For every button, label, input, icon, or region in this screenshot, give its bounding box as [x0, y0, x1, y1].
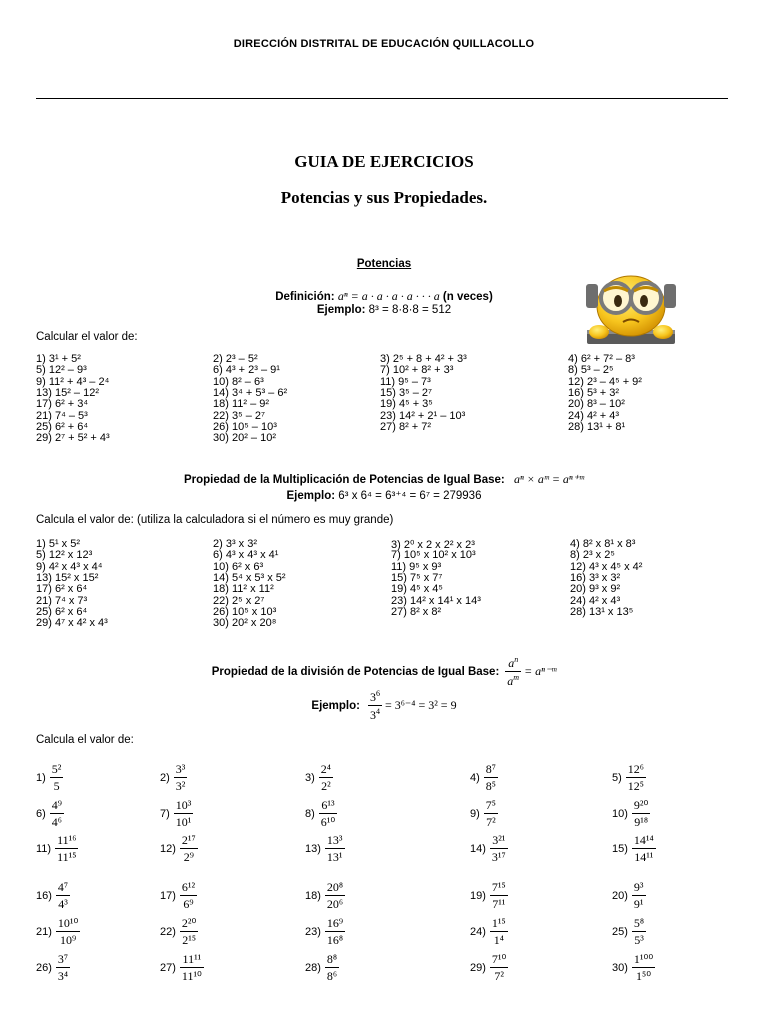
fraction-numerator: 2²⁰ — [181, 916, 197, 930]
exercise-number: 2) — [160, 771, 170, 784]
exercise-fraction — [632, 953, 655, 982]
fraction-denominator: 6¹⁰ — [320, 815, 336, 829]
prompt-div: Calcula el valor de: — [36, 734, 134, 746]
exercise-fraction — [325, 881, 345, 910]
exercise-item: 4) 8² x 8¹ x 8³ — [570, 538, 636, 550]
fraction-numerator: 13³ — [326, 833, 343, 847]
exercise-number: 29) — [470, 961, 486, 974]
fraction-numerator: 7¹⁰ — [491, 952, 507, 966]
exercise-item: 25) 6² + 6⁴ — [36, 420, 89, 433]
fraction-denominator: 8⁵ — [485, 779, 496, 793]
exercise-number: 11) — [36, 842, 52, 855]
fraction-exercise — [612, 763, 646, 792]
exercise-fraction — [325, 953, 339, 982]
fraction-numerator: 14¹⁴ — [633, 833, 654, 847]
exercise-fraction — [50, 763, 64, 792]
exercise-item: 27) 8² + 7² — [380, 420, 432, 433]
fraction-exercise — [470, 763, 498, 792]
exercise-item: 9) 11² + 4³ – 2⁴ — [36, 375, 110, 388]
fraction-denominator: 9¹⁸ — [634, 815, 648, 829]
exercise-number: 10) — [612, 807, 628, 820]
exercise-fraction — [325, 917, 345, 946]
fraction-exercise — [470, 881, 508, 910]
definition-formula: aⁿ = a · a · a · a · · · a — [337, 289, 440, 303]
exercise-fraction — [56, 953, 70, 982]
fraction-denominator: 3⁴ — [57, 969, 69, 983]
fraction-exercise — [305, 834, 345, 863]
exercise-item: 8) 5³ – 2⁵ — [568, 364, 614, 377]
exercise-item: 1) 5¹ x 5² — [36, 538, 81, 550]
exercise-number: 28) — [305, 961, 321, 974]
exercise-item: 29) 4⁷ x 4² x 4³ — [36, 617, 108, 630]
fraction-exercise — [612, 917, 646, 946]
exercise-fraction — [632, 881, 646, 910]
exercise-item: 14) 3⁴ + 5³ – 6² — [213, 386, 288, 399]
fraction-numerator: 10¹⁰ — [57, 916, 79, 930]
fraction-denominator: 1⁴ — [493, 933, 504, 947]
fraction-denominator: 20⁶ — [326, 897, 344, 911]
fraction-numerator: 11¹⁶ — [57, 833, 77, 847]
exercise-item: 7) 10⁵ x 10² x 10³ — [391, 549, 476, 562]
exercise-item: 17) 6² x 6⁴ — [36, 583, 88, 596]
exercise-item: 27) 8² x 8² — [391, 605, 442, 618]
exercise-fraction — [180, 834, 198, 863]
fraction-numerator: 4⁹ — [51, 798, 62, 812]
fraction-numerator: 16⁹ — [326, 916, 344, 930]
exercise-item: 21) 7⁴ x 7³ — [36, 594, 88, 607]
exercise-number: 16) — [36, 889, 52, 902]
exercise-item: 15) 3⁵ – 2⁷ — [380, 386, 432, 399]
exercise-number: 23) — [305, 925, 321, 938]
fraction-numerator: 3²¹ — [492, 833, 506, 847]
exercise-number: 9) — [470, 807, 480, 820]
fraction-numerator: 7¹⁵ — [491, 880, 506, 894]
fraction-numerator: 10³ — [175, 798, 192, 812]
fraction-exercise — [36, 763, 63, 792]
exercise-item: 3) 2⁵ + 8 + 4² + 3³ — [380, 353, 467, 365]
exercise-item: 22) 2⁵ x 2⁷ — [213, 594, 265, 607]
fraction-exercise — [305, 799, 337, 828]
exercise-number: 24) — [470, 925, 486, 938]
exercise-item: 28) 13¹ + 8¹ — [568, 420, 626, 433]
exercise-item: 29) 2⁷ + 5² + 4³ — [36, 432, 110, 445]
exercise-item: 19) 4⁵ + 3⁵ — [380, 398, 433, 411]
fraction-numerator: 5² — [51, 762, 62, 776]
exercise-item: 4) 6² + 7² – 8³ — [568, 353, 635, 365]
fraction-exercise — [36, 953, 70, 982]
fraction-numerator: 3⁷ — [57, 952, 69, 966]
exercise-item: 5) 12² – 9³ — [36, 364, 87, 377]
fraction-exercise — [470, 917, 508, 946]
exercise-fraction — [174, 799, 194, 828]
example-fraction: $\frac{3^6}{3^4}$ — [369, 689, 380, 722]
prompt-mult: Calcula el valor de: (utiliza la calculadora si el número es muy grande) — [36, 514, 394, 526]
example-text: 6³ x 6⁴ = 6³⁺⁴ = 6⁷ = 279936 — [338, 490, 482, 502]
exercise-fraction — [180, 953, 204, 982]
section-div-title: Propiedad de la división de Potencias de Igual Base: — [211, 665, 500, 678]
exercise-number: 25) — [612, 925, 628, 938]
exercise-item: 3) 2⁰ x 2 x 2² x 2³ — [391, 539, 475, 551]
section-div-title-line — [0, 656, 768, 687]
fraction-numerator: 9³ — [633, 880, 644, 894]
exercise-item: 6) 4³ + 2³ – 9¹ — [213, 364, 280, 377]
exercise-number: 17) — [160, 889, 176, 902]
exercise-item: 18) 11² – 9² — [213, 398, 270, 411]
exercise-item: 23) 14² + 2¹ – 10³ — [380, 409, 466, 422]
exercise-item: 14) 5⁴ x 5³ x 5² — [213, 571, 286, 584]
exercise-fraction — [490, 953, 508, 982]
exercise-item: 2) 3³ x 3² — [213, 538, 258, 550]
fraction-numerator: 3³ — [175, 762, 186, 776]
document-header: DIRECCIÓN DISTRITAL DE EDUCACIÓN QUILLACOLLO — [233, 38, 535, 50]
exercise-item: 20) 9³ x 9² — [570, 583, 621, 596]
exercise-number: 15) — [612, 842, 628, 855]
fraction-exercise — [305, 917, 345, 946]
example-line-mult — [0, 488, 768, 502]
exercise-item: 13) 15² x 15² — [36, 571, 99, 584]
exercise-fraction — [319, 763, 333, 792]
exercise-number: 18) — [305, 889, 321, 902]
fraction-denominator: 13¹ — [326, 850, 343, 864]
fraction-denominator: 2⁹ — [183, 850, 194, 864]
fraction-exercise — [160, 917, 198, 946]
exercise-item: 1) 3¹ + 5² — [36, 353, 81, 365]
fraction-denominator: 4⁶ — [51, 815, 62, 829]
exercise-item: 2) 2³ – 5² — [213, 353, 258, 365]
exercise-item: 17) 6² + 3⁴ — [36, 398, 89, 411]
fraction-denominator: 7¹¹ — [492, 897, 506, 911]
fraction-exercise — [36, 881, 70, 910]
exercise-fraction — [632, 799, 650, 828]
exercise-number: 22) — [160, 925, 176, 938]
header-rule — [36, 98, 728, 99]
example-text: 8³ = 8·8·8 = 512 — [368, 304, 452, 316]
exercise-item: 26) 10⁵ – 10³ — [213, 420, 277, 433]
prompt-potencias: Calcular el valor de: — [36, 331, 138, 343]
definition-suffix: (n veces) — [442, 291, 493, 303]
fraction-exercise — [160, 799, 193, 828]
exercise-item: 5) 12² x 12³ — [36, 549, 93, 562]
exercise-number: 30) — [612, 961, 628, 974]
fraction-denominator: 3² — [175, 779, 186, 793]
fraction-exercise — [305, 953, 339, 982]
fraction-denominator: 14¹¹ — [634, 850, 654, 864]
fraction-exercise — [305, 763, 333, 792]
exercise-fraction — [490, 917, 508, 946]
section-mult-title-line — [0, 472, 768, 487]
exercise-item: 22) 3⁵ – 2⁷ — [213, 409, 265, 422]
section-mult-title: Propiedad de la Multiplicación de Potencias de Igual Base: — [183, 474, 505, 486]
div-formula-rhs: = aⁿ⁻ᵐ — [524, 664, 557, 678]
exercise-number: 21) — [36, 925, 52, 938]
exercise-number: 14) — [470, 842, 486, 855]
exercise-fraction — [626, 763, 646, 792]
exercise-number: 8) — [305, 807, 315, 820]
fraction-exercise — [36, 834, 78, 863]
fraction-numerator: 2¹⁷ — [181, 833, 196, 847]
fraction-denominator: 5 — [53, 779, 60, 793]
exercise-number: 7) — [160, 807, 170, 820]
section-potencias-title: Potencias — [356, 258, 412, 270]
fraction-exercise — [470, 953, 508, 982]
exercise-item: 24) 4² + 4³ — [568, 409, 620, 422]
nerd-emoji-with-glasses-icon — [585, 270, 677, 350]
exercise-item: 24) 4² x 4³ — [570, 594, 621, 607]
exercise-item: 20) 8³ – 10² — [568, 398, 625, 411]
fraction-denominator: 8⁶ — [326, 969, 338, 983]
page-subtitle: Potencias y sus Propiedades. — [280, 188, 488, 207]
fraction-exercise — [160, 763, 187, 792]
example-label: Ejemplo: — [286, 490, 336, 502]
exercise-fraction — [55, 834, 78, 863]
fraction-exercise — [36, 917, 80, 946]
example-rhs: = 3⁶⁻⁴ = 3² = 9 — [384, 698, 457, 712]
fraction-numerator: 12⁶ — [627, 762, 644, 776]
fraction-numerator: 1¹⁰⁰ — [633, 952, 654, 966]
exercise-item: 9) 4² x 4³ x 4⁴ — [36, 560, 103, 573]
exercise-fraction — [490, 834, 508, 863]
fraction-exercise — [305, 881, 345, 910]
fraction-numerator: 5⁸ — [633, 916, 645, 930]
exercise-number: 5) — [612, 771, 622, 784]
exercise-item: 8) 2³ x 2⁵ — [570, 549, 615, 562]
exercise-fraction — [174, 763, 188, 792]
exercise-item: 23) 14² x 14¹ x 14³ — [391, 594, 481, 607]
exercise-item: 16) 3³ x 3² — [570, 571, 621, 584]
exercise-number: 3) — [305, 771, 315, 784]
exercise-item: 30) 20² – 10² — [213, 432, 276, 445]
exercise-item: 21) 7⁴ – 5³ — [36, 409, 88, 422]
fraction-denominator: 10¹ — [175, 815, 192, 829]
exercise-item: 13) 15² – 12² — [36, 386, 99, 399]
fraction-exercise — [612, 953, 655, 982]
page-title: GUIA DE EJERCICIOS — [294, 152, 474, 171]
exercise-item: 16) 5³ + 3² — [568, 386, 620, 399]
fraction-denominator: 1⁵⁰ — [636, 969, 652, 983]
exercise-item: 15) 7⁵ x 7⁷ — [391, 571, 443, 584]
exercise-fraction — [180, 881, 197, 910]
exercise-fraction — [56, 881, 70, 910]
exercise-fraction — [484, 763, 498, 792]
mult-formula: aⁿ × aᵐ = aⁿ⁺ᵐ — [513, 472, 585, 486]
fraction-numerator: 9²⁰ — [633, 798, 649, 812]
exercise-item: 10) 6² x 6³ — [213, 560, 264, 573]
exercise-item: 12) 2³ – 4⁵ + 9² — [568, 375, 642, 388]
exercise-fraction — [490, 881, 508, 910]
exercise-item: 11) 9⁵ – 7³ — [380, 375, 431, 388]
exercise-item: 25) 6² x 6⁴ — [36, 605, 88, 618]
exercise-number: 4) — [470, 771, 480, 784]
exercise-item: 7) 10² + 8² + 3³ — [380, 364, 454, 377]
fraction-denominator: 2² — [321, 779, 331, 793]
definition-label: Definición: — [275, 291, 335, 303]
fraction-denominator: 12⁵ — [627, 779, 644, 793]
fraction-denominator: 5³ — [634, 933, 644, 947]
fraction-numerator: 11¹¹ — [182, 952, 202, 966]
exercise-fraction — [325, 834, 345, 863]
exercise-fraction — [632, 917, 646, 946]
exercise-item: 26) 10⁵ x 10³ — [213, 605, 277, 618]
fraction-numerator: 6¹² — [181, 880, 196, 894]
fraction-numerator: 8⁸ — [326, 952, 338, 966]
fraction-exercise — [612, 834, 656, 863]
fraction-exercise — [612, 799, 650, 828]
example-label: Ejemplo: — [311, 699, 360, 712]
exercise-fraction — [632, 834, 656, 863]
fraction-denominator: 9¹ — [633, 897, 644, 911]
fraction-numerator: 4⁷ — [57, 880, 69, 894]
fraction-numerator: 6¹³ — [321, 798, 335, 812]
exercise-number: 20) — [612, 889, 628, 902]
exercise-item: 28) 13¹ x 13⁵ — [570, 605, 634, 618]
example-line-div — [0, 690, 768, 721]
fraction-exercise — [160, 953, 204, 982]
example-label: Ejemplo: — [316, 304, 366, 316]
fraction-exercise — [470, 834, 508, 863]
fraction-exercise — [612, 881, 646, 910]
exercise-fraction — [50, 799, 64, 828]
fraction-denominator: 7² — [486, 815, 496, 829]
exercise-number: 13) — [305, 842, 321, 855]
exercise-number: 1) — [36, 771, 46, 784]
exercise-fraction — [319, 799, 337, 828]
fraction-denominator: 7² — [494, 969, 504, 983]
fraction-numerator: 1¹⁵ — [491, 916, 506, 930]
exercise-fraction — [56, 917, 80, 946]
exercise-fraction — [484, 799, 498, 828]
fraction-denominator: 2¹⁵ — [182, 933, 196, 947]
fraction-denominator: 3¹⁷ — [491, 850, 506, 864]
exercise-item: 6) 4³ x 4³ x 4¹ — [213, 549, 279, 562]
div-formula-fraction: $\frac{a^n}{a^m}$ — [507, 655, 520, 688]
fraction-numerator: 2⁴ — [320, 762, 331, 776]
exercise-number: 6) — [36, 807, 46, 820]
fraction-numerator: 8⁷ — [485, 762, 496, 776]
fraction-denominator: 11¹⁵ — [57, 850, 77, 864]
fraction-denominator: 10⁹ — [60, 933, 77, 947]
fraction-denominator: 16⁸ — [326, 933, 344, 947]
exercise-item: 30) 20² x 20⁸ — [213, 617, 277, 630]
exercise-number: 27) — [160, 961, 176, 974]
fraction-exercise — [160, 881, 197, 910]
exercise-fraction — [180, 917, 198, 946]
fraction-exercise — [160, 834, 198, 863]
fraction-exercise — [470, 799, 498, 828]
exercise-number: 19) — [470, 889, 486, 902]
exercise-item: 18) 11² x 11² — [213, 583, 274, 596]
fraction-numerator: 7⁵ — [485, 798, 496, 812]
fraction-denominator: 11¹⁰ — [181, 969, 202, 983]
fraction-numerator: 20⁸ — [326, 880, 344, 894]
exercise-item: 12) 4³ x 4⁵ x 4² — [570, 560, 643, 573]
exercise-number: 26) — [36, 961, 52, 974]
exercise-item: 11) 9⁵ x 9³ — [391, 560, 442, 573]
fraction-denominator: 4³ — [58, 897, 68, 911]
fraction-denominator: 6⁹ — [183, 897, 194, 911]
exercise-item: 19) 4⁵ x 4⁵ — [391, 583, 443, 596]
fraction-exercise — [36, 799, 64, 828]
exercise-item: 10) 8² – 6³ — [213, 375, 264, 388]
exercise-number: 12) — [160, 842, 176, 855]
